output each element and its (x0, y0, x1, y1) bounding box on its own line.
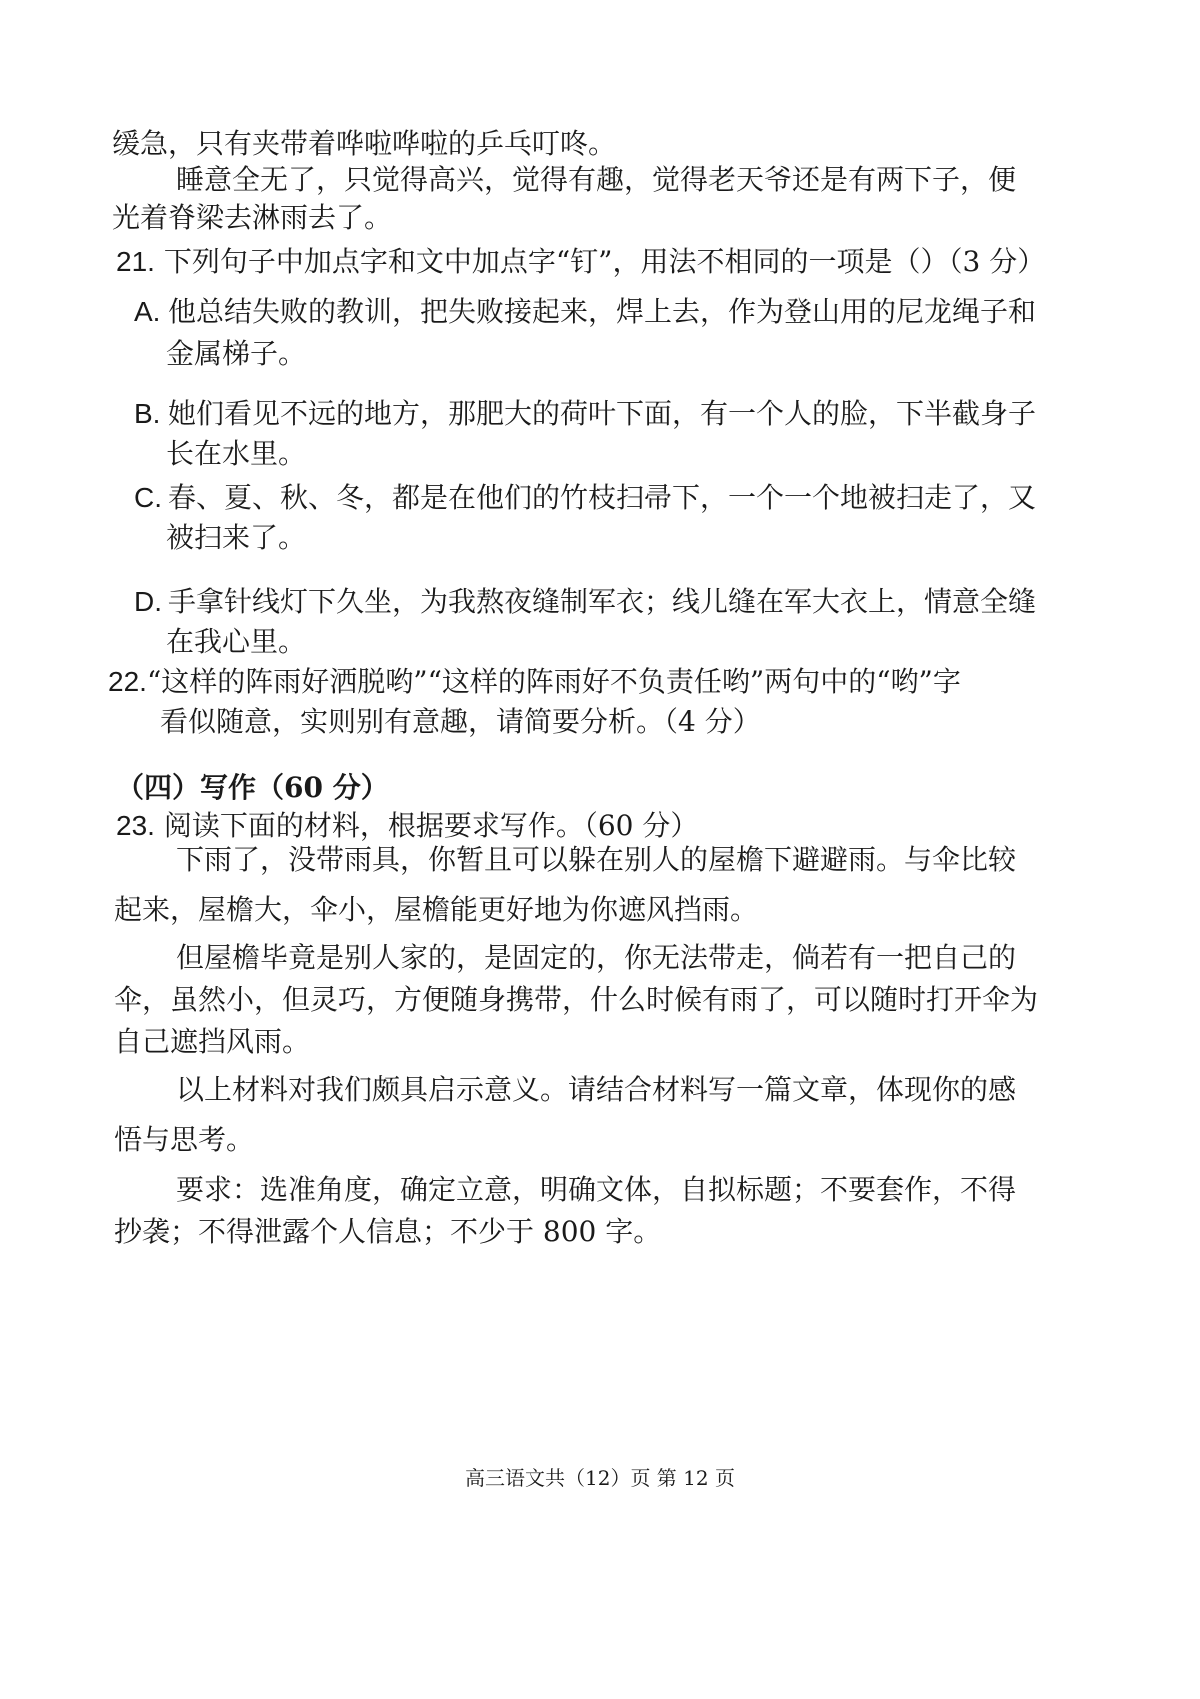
option-text: 她们看见不远的地方，那肥大的荷叶下面，有一个人的脸，下半截身子 (168, 397, 1037, 430)
material-line: 起来，屋檐大，伞小，屋檐能更好地为你遮风挡雨。 (114, 893, 759, 926)
option-a (134, 294, 1036, 330)
option-d (134, 584, 1036, 620)
option-c (134, 480, 1036, 516)
passage-line: 缓急，只有夹带着哗啦哗啦的乒乓叮咚。 (112, 127, 617, 160)
material-line: 伞，虽然小，但灵巧，方便随身携带，什么时候有雨了，可以随时打开伞为 (114, 983, 1039, 1016)
requirement-line: 要求：选准角度，确定立意，明确文体，自拟标题；不要套作，不得 (176, 1173, 1017, 1206)
option-text: 手拿针线灯下久坐，为我熬夜缝制军衣；线儿缝在军大衣上，情意全缝 (168, 585, 1037, 618)
section-heading: （四）写作（60 分） (116, 771, 389, 804)
question-21-stem (116, 244, 1045, 280)
passage-line: 光着脊梁去淋雨去了。 (112, 201, 393, 234)
requirement-line: 抄袭；不得泄露个人信息；不少于 800 字。 (114, 1215, 662, 1248)
question-22-stem (108, 664, 961, 700)
prompt-line: 悟与思考。 (114, 1123, 255, 1156)
option-letter: D. (134, 586, 162, 617)
material-line: 自己遮挡风雨。 (114, 1025, 311, 1058)
material-line: 下雨了，没带雨具，你暂且可以躲在别人的屋檐下避避雨。与伞比较 (176, 843, 1017, 876)
passage-line: 睡意全无了，只觉得高兴，觉得有趣，觉得老天爷还是有两下子，便 (176, 163, 1017, 196)
option-text: 他总结失败的教训，把失败接起来，焊上去，作为登山用的尼龙绳子和 (168, 295, 1037, 328)
option-text: 春、夏、秋、冬，都是在他们的竹枝扫帚下，一个一个地被扫走了，又 (168, 481, 1037, 514)
page-footer: 高三语文共（12）页 第 12 页 (465, 1466, 735, 1490)
question-text: 下列句子中加点字和文中加点字“钉”，用法不相同的一项是（）（3 分） (163, 245, 1046, 278)
option-a-continued: 金属梯子。 (166, 337, 307, 370)
option-letter: A. (134, 296, 161, 327)
question-22-continued: 看似随意，实则别有意趣，请简要分析。（4 分） (160, 705, 761, 738)
question-text: “这样的阵雨好洒脱哟”“这样的阵雨好不负责任哟”两句中的“哟”字 (146, 665, 961, 698)
question-23-stem (116, 808, 698, 844)
question-number: 23. (116, 810, 155, 841)
question-text: 阅读下面的材料，根据要求写作。（60 分） (163, 809, 699, 842)
prompt-line: 以上材料对我们颇具启示意义。请结合材料写一篇文章，体现你的感 (176, 1073, 1017, 1106)
material-line: 但屋檐毕竟是别人家的，是固定的，你无法带走，倘若有一把自己的 (176, 941, 1017, 974)
question-number: 21. (116, 246, 155, 277)
option-letter: B. (134, 398, 161, 429)
option-c-continued: 被扫来了。 (166, 521, 307, 554)
option-letter: C. (134, 482, 162, 513)
option-b (134, 396, 1036, 432)
option-b-continued: 长在水里。 (166, 437, 307, 470)
question-number: 22. (108, 666, 147, 697)
option-d-continued: 在我心里。 (166, 625, 307, 658)
